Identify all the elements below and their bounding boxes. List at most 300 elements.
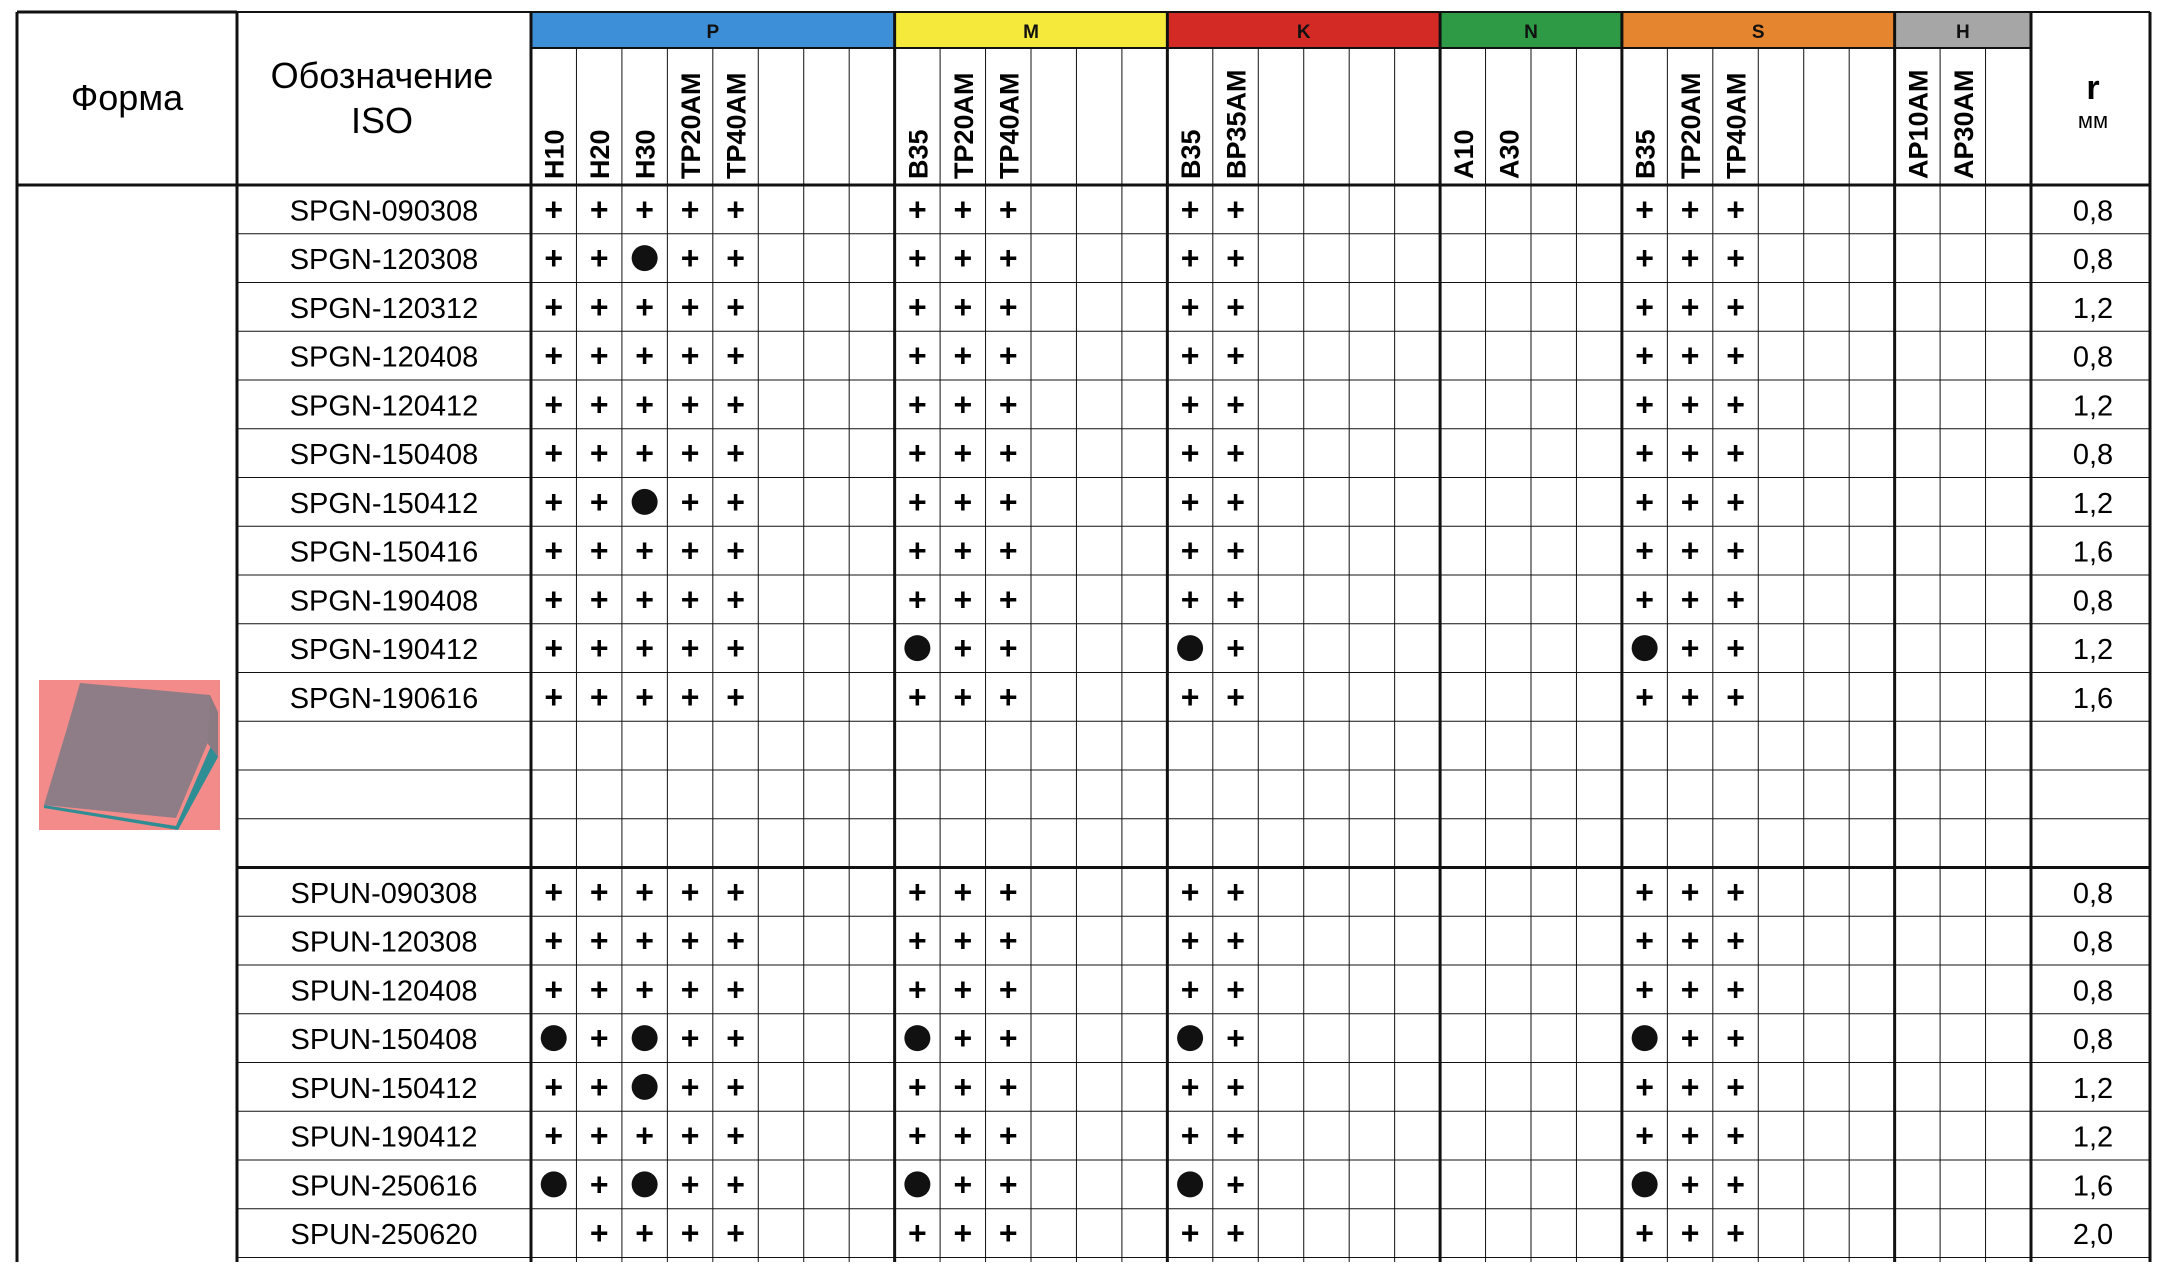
applicable-mark: + [635,630,654,667]
radius-unit-label: мм [2077,108,2109,133]
applicable-mark: + [953,240,973,277]
applicable-mark: + [726,678,745,715]
group-label-k: K [1296,22,1311,43]
applicable-mark: + [1726,1068,1745,1105]
grade-label: H10 [539,129,570,179]
applicable-mark: + [544,483,564,520]
iso-column-header-line1: Обозначение [270,55,494,96]
applicable-mark: + [544,873,564,910]
applicable-mark: + [953,191,973,228]
applicable-mark: + [953,1166,973,1203]
applicable-mark: + [544,288,564,325]
recommended-dot [1632,1025,1658,1051]
grade-label: AP10AM [1903,69,1934,179]
applicable-mark: + [589,971,609,1008]
applicable-mark: + [635,1215,654,1252]
applicable-mark: + [589,483,609,520]
applicable-mark: + [1680,678,1700,715]
applicable-mark: + [998,191,1018,228]
applicable-mark: + [1680,873,1700,910]
applicable-mark: + [1226,1166,1245,1203]
recommended-dot [632,1171,658,1197]
applicable-mark: + [1635,922,1654,959]
applicable-mark: + [589,1068,609,1105]
applicable-mark: + [726,922,745,959]
applicable-mark: + [908,1068,927,1105]
applicable-mark: + [1226,1215,1245,1252]
applicable-mark: + [1726,678,1745,715]
grade-label: BP35AM [1221,69,1252,179]
iso-code: SPGN-150412 [289,487,479,520]
applicable-mark: + [1635,678,1654,715]
applicable-mark: + [953,922,973,959]
grade-label: TP40AM [1721,72,1752,179]
iso-code: SPGN-150408 [289,439,479,472]
group-label-p: P [706,22,720,43]
applicable-mark: + [1226,971,1245,1008]
applicable-mark: + [953,630,973,667]
applicable-mark: + [1226,1117,1245,1154]
applicable-mark: + [589,1215,609,1252]
applicable-mark: + [1726,1215,1745,1252]
corner-radius: 1,6 [2072,1170,2114,1203]
applicable-mark: + [1680,532,1700,569]
applicable-mark: + [1726,971,1745,1008]
applicable-mark: + [998,1020,1018,1057]
applicable-mark: + [1680,1020,1700,1057]
applicable-mark: + [908,1215,927,1252]
applicable-mark: + [544,435,564,472]
applicable-mark: + [680,386,700,423]
group-label-n: N [1524,22,1538,43]
applicable-mark: + [544,922,564,959]
corner-radius: 0,8 [2072,439,2114,472]
applicable-mark: + [635,337,654,374]
applicable-mark: + [635,922,654,959]
applicable-mark: + [1726,532,1745,569]
applicable-mark: + [680,971,700,1008]
applicable-mark: + [726,191,745,228]
applicable-mark: + [726,337,745,374]
corner-radius: 0,8 [2072,585,2114,618]
corner-radius: 1,2 [2072,390,2114,423]
applicable-mark: + [544,191,564,228]
iso-code: SPUN-120308 [290,926,478,959]
group-label-h: H [1955,22,1970,43]
applicable-mark: + [998,386,1018,423]
applicable-mark: + [726,386,745,423]
applicable-mark: + [1680,971,1700,1008]
corner-radius: 0,8 [2072,926,2114,959]
applicable-mark: + [680,191,700,228]
applicable-mark: + [635,678,654,715]
applicable-mark: + [998,240,1018,277]
corner-radius: 1,2 [2072,487,2114,520]
applicable-mark: + [953,386,973,423]
applicable-mark: + [1635,971,1654,1008]
recommended-dot [632,489,658,515]
corner-radius: 0,8 [2072,195,2114,228]
corner-radius: 0,8 [2072,975,2114,1008]
applicable-mark: + [1180,678,1200,715]
applicable-mark: + [635,581,654,618]
applicable-mark: + [680,1020,700,1057]
applicable-mark: + [1226,630,1245,667]
applicable-mark: + [1726,1166,1745,1203]
applicable-mark: + [680,1166,700,1203]
applicable-mark: + [998,1166,1018,1203]
applicable-mark: + [544,240,564,277]
applicable-mark: + [726,873,745,910]
corner-radius: 0,8 [2072,244,2114,277]
square-insert-icon [39,680,220,830]
recommended-dot [632,1074,658,1100]
applicable-mark: + [589,581,609,618]
applicable-mark: + [726,1117,745,1154]
applicable-mark: + [680,922,700,959]
corner-radius: 1,2 [2072,634,2114,667]
applicable-mark: + [1726,1020,1745,1057]
applicable-mark: + [998,1068,1018,1105]
applicable-mark: + [998,873,1018,910]
applicable-mark: + [1226,581,1245,618]
corner-radius: 0,8 [2072,1024,2114,1057]
applicable-mark: + [589,386,609,423]
corner-radius: 0,8 [2072,877,2114,910]
applicable-mark: + [1226,1020,1245,1057]
applicable-mark: + [680,1117,700,1154]
applicable-mark: + [680,1215,700,1252]
applicable-mark: + [680,873,700,910]
applicable-mark: + [998,337,1018,374]
applicable-mark: + [1680,630,1700,667]
applicable-mark: + [1635,1215,1654,1252]
iso-code: SPUN-150408 [290,1024,478,1057]
applicable-mark: + [998,922,1018,959]
recommended-dot [1177,1171,1203,1197]
applicable-mark: + [1726,288,1745,325]
applicable-mark: + [589,191,609,228]
applicable-mark: + [1180,581,1200,618]
applicable-mark: + [589,240,609,277]
applicable-mark: + [1635,483,1654,520]
applicable-mark: + [635,873,654,910]
applicable-mark: + [1226,532,1245,569]
applicable-mark: + [953,1068,973,1105]
applicable-mark: + [1726,337,1745,374]
grade-label: TP20AM [1676,72,1707,179]
iso-column-header-line2: ISO [350,100,414,141]
corner-radius: 1,6 [2072,536,2114,569]
applicable-mark: + [998,630,1018,667]
iso-code: SPGN-190412 [289,634,479,667]
recommended-dot [1632,1171,1658,1197]
applicable-mark: + [908,337,927,374]
iso-code: SPUN-190412 [290,1121,478,1154]
corner-radius: 1,6 [2072,682,2114,715]
grade-label: B35 [1630,129,1661,179]
grade-label: B35 [1176,129,1207,179]
recommended-dot [904,635,930,661]
applicable-mark: + [1635,386,1654,423]
applicable-mark: + [1726,386,1745,423]
applicable-mark: + [1180,971,1200,1008]
applicable-mark: + [953,581,973,618]
iso-code: SPGN-120312 [289,292,479,325]
applicable-mark: + [908,386,927,423]
applicable-mark: + [1226,191,1245,228]
applicable-mark: + [998,288,1018,325]
applicable-mark: + [1226,240,1245,277]
iso-code: SPGN-090308 [289,195,479,228]
applicable-mark: + [998,581,1018,618]
applicable-mark: + [1635,337,1654,374]
applicable-mark: + [589,337,609,374]
applicable-mark: + [1180,1215,1200,1252]
applicable-mark: + [908,922,927,959]
applicable-mark: + [1680,386,1700,423]
applicable-mark: + [589,1166,609,1203]
applicable-mark: + [589,532,609,569]
applicable-mark: + [1726,1117,1745,1154]
grade-label: B35 [903,129,934,179]
grade-label: TP40AM [994,72,1025,179]
applicable-mark: + [998,483,1018,520]
applicable-mark: + [726,1020,745,1057]
applicable-mark: + [1680,1117,1700,1154]
applicable-mark: + [953,435,973,472]
applicable-mark: + [589,288,609,325]
iso-code: SPGN-120408 [289,341,479,374]
applicable-mark: + [1226,1068,1245,1105]
applicable-mark: + [1726,630,1745,667]
applicable-mark: + [1635,288,1654,325]
grade-label: AP30AM [1948,69,1979,179]
applicable-mark: + [680,532,700,569]
recommended-dot [1177,635,1203,661]
applicable-mark: + [726,240,745,277]
applicable-mark: + [908,435,927,472]
applicable-mark: + [953,1020,973,1057]
applicable-mark: + [998,1117,1018,1154]
applicable-mark: + [998,971,1018,1008]
applicable-mark: + [1180,386,1200,423]
applicable-mark: + [953,532,973,569]
applicable-mark: + [1226,873,1245,910]
iso-code: SPUN-120408 [290,975,478,1008]
recommended-dot [1177,1025,1203,1051]
recommended-dot [541,1025,567,1051]
applicable-mark: + [998,532,1018,569]
applicable-mark: + [1180,191,1200,228]
applicable-mark: + [635,288,654,325]
applicable-mark: + [953,288,973,325]
applicable-mark: + [1635,581,1654,618]
applicable-mark: + [1726,435,1745,472]
applicable-mark: + [680,678,700,715]
grade-label: TP40AM [721,72,752,179]
applicable-mark: + [1180,435,1200,472]
applicable-mark: + [1726,483,1745,520]
applicable-mark: + [1680,483,1700,520]
applicable-mark: + [544,630,564,667]
applicable-mark: + [998,435,1018,472]
grade-label: H20 [585,129,616,179]
applicable-mark: + [1180,483,1200,520]
applicable-mark: + [1635,1117,1654,1154]
applicable-mark: + [953,873,973,910]
shape-column-header: Форма [70,77,184,118]
applicable-mark: + [1180,240,1200,277]
applicable-mark: + [1680,191,1700,228]
applicable-mark: + [1226,288,1245,325]
recommended-dot [904,1025,930,1051]
recommended-dot [1632,635,1658,661]
applicable-mark: + [908,971,927,1008]
applicable-mark: + [908,1117,927,1154]
applicable-mark: + [589,678,609,715]
recommended-dot [904,1171,930,1197]
applicable-mark: + [589,630,609,667]
applicable-mark: + [908,873,927,910]
applicable-mark: + [908,581,927,618]
applicable-mark: + [589,1020,609,1057]
applicable-mark: + [953,1117,973,1154]
applicable-mark: + [953,337,973,374]
applicable-mark: + [1726,581,1745,618]
group-label-s: S [1751,22,1765,43]
corner-radius: 2,0 [2072,1219,2114,1252]
applicable-mark: + [908,191,927,228]
applicable-mark: + [1226,435,1245,472]
applicable-mark: + [726,288,745,325]
applicable-mark: + [998,1215,1018,1252]
applicable-mark: + [908,483,927,520]
applicable-mark: + [1680,1166,1700,1203]
applicable-mark: + [726,1215,745,1252]
applicable-mark: + [1635,873,1654,910]
applicable-mark: + [680,483,700,520]
applicable-mark: + [544,581,564,618]
corner-radius: 0,8 [2072,341,2114,374]
applicable-mark: + [1726,240,1745,277]
iso-code: SPGN-190616 [289,682,479,715]
applicable-mark: + [1635,435,1654,472]
grade-label: H30 [630,129,661,179]
applicable-mark: + [726,1166,745,1203]
applicable-mark: + [680,288,700,325]
recommended-dot [632,245,658,271]
iso-code: SPGN-150416 [289,536,479,569]
iso-code: SPUN-090308 [290,877,478,910]
applicable-mark: + [1226,678,1245,715]
applicable-mark: + [1226,337,1245,374]
applicable-mark: + [1680,1068,1700,1105]
applicable-mark: + [544,1068,564,1105]
applicable-mark: + [635,386,654,423]
applicable-mark: + [1680,581,1700,618]
corner-radius: 1,2 [2072,1072,2114,1105]
applicable-mark: + [726,435,745,472]
applicable-mark: + [589,435,609,472]
applicable-mark: + [589,873,609,910]
applicable-mark: + [1180,1117,1200,1154]
applicable-mark: + [908,240,927,277]
applicable-mark: + [1180,337,1200,374]
applicable-mark: + [544,337,564,374]
applicable-mark: + [680,337,700,374]
applicable-mark: + [1680,288,1700,325]
applicable-mark: + [1726,922,1745,959]
applicable-mark: + [1680,922,1700,959]
applicable-mark: + [635,1117,654,1154]
applicable-mark: + [680,1068,700,1105]
applicable-mark: + [680,435,700,472]
applicable-mark: + [908,288,927,325]
applicable-mark: + [998,678,1018,715]
applicable-mark: + [1180,288,1200,325]
applicable-mark: + [1226,922,1245,959]
applicable-mark: + [544,386,564,423]
recommended-dot [632,1025,658,1051]
applicable-mark: + [1635,240,1654,277]
applicable-mark: + [544,971,564,1008]
applicable-mark: + [680,240,700,277]
applicable-mark: + [635,971,654,1008]
applicable-mark: + [1180,922,1200,959]
applicable-mark: + [1635,1068,1654,1105]
applicable-mark: + [726,971,745,1008]
iso-code: SPUN-150412 [290,1072,478,1105]
applicable-mark: + [635,191,654,228]
corner-radius: 1,2 [2072,292,2114,325]
applicable-mark: + [726,630,745,667]
applicable-mark: + [544,1117,564,1154]
applicable-mark: + [544,678,564,715]
applicable-mark: + [1680,337,1700,374]
applicable-mark: + [1180,873,1200,910]
applicable-mark: + [635,532,654,569]
applicable-mark: + [1680,435,1700,472]
applicable-mark: + [680,630,700,667]
applicable-mark: + [1180,1068,1200,1105]
applicable-mark: + [1680,240,1700,277]
iso-code: SPGN-190408 [289,585,479,618]
applicable-mark: + [544,532,564,569]
radius-column-header: r [2086,69,2100,107]
applicable-mark: + [726,1068,745,1105]
applicable-mark: + [1635,532,1654,569]
applicable-mark: + [589,922,609,959]
iso-code: SPUN-250620 [290,1219,478,1252]
applicable-mark: + [1180,532,1200,569]
applicable-mark: + [1726,191,1745,228]
iso-code: SPGN-120308 [289,244,479,277]
applicable-mark: + [953,1215,973,1252]
applicable-mark: + [908,532,927,569]
applicable-mark: + [908,678,927,715]
applicable-mark: + [726,581,745,618]
grade-label: A10 [1448,129,1479,179]
grade-label: A30 [1494,129,1525,179]
group-label-m: M [1023,22,1039,43]
iso-code: SPGN-120412 [289,390,479,423]
applicable-mark: + [953,678,973,715]
applicable-mark: + [726,532,745,569]
applicable-mark: + [1226,483,1245,520]
applicable-mark: + [1226,386,1245,423]
applicable-mark: + [953,971,973,1008]
